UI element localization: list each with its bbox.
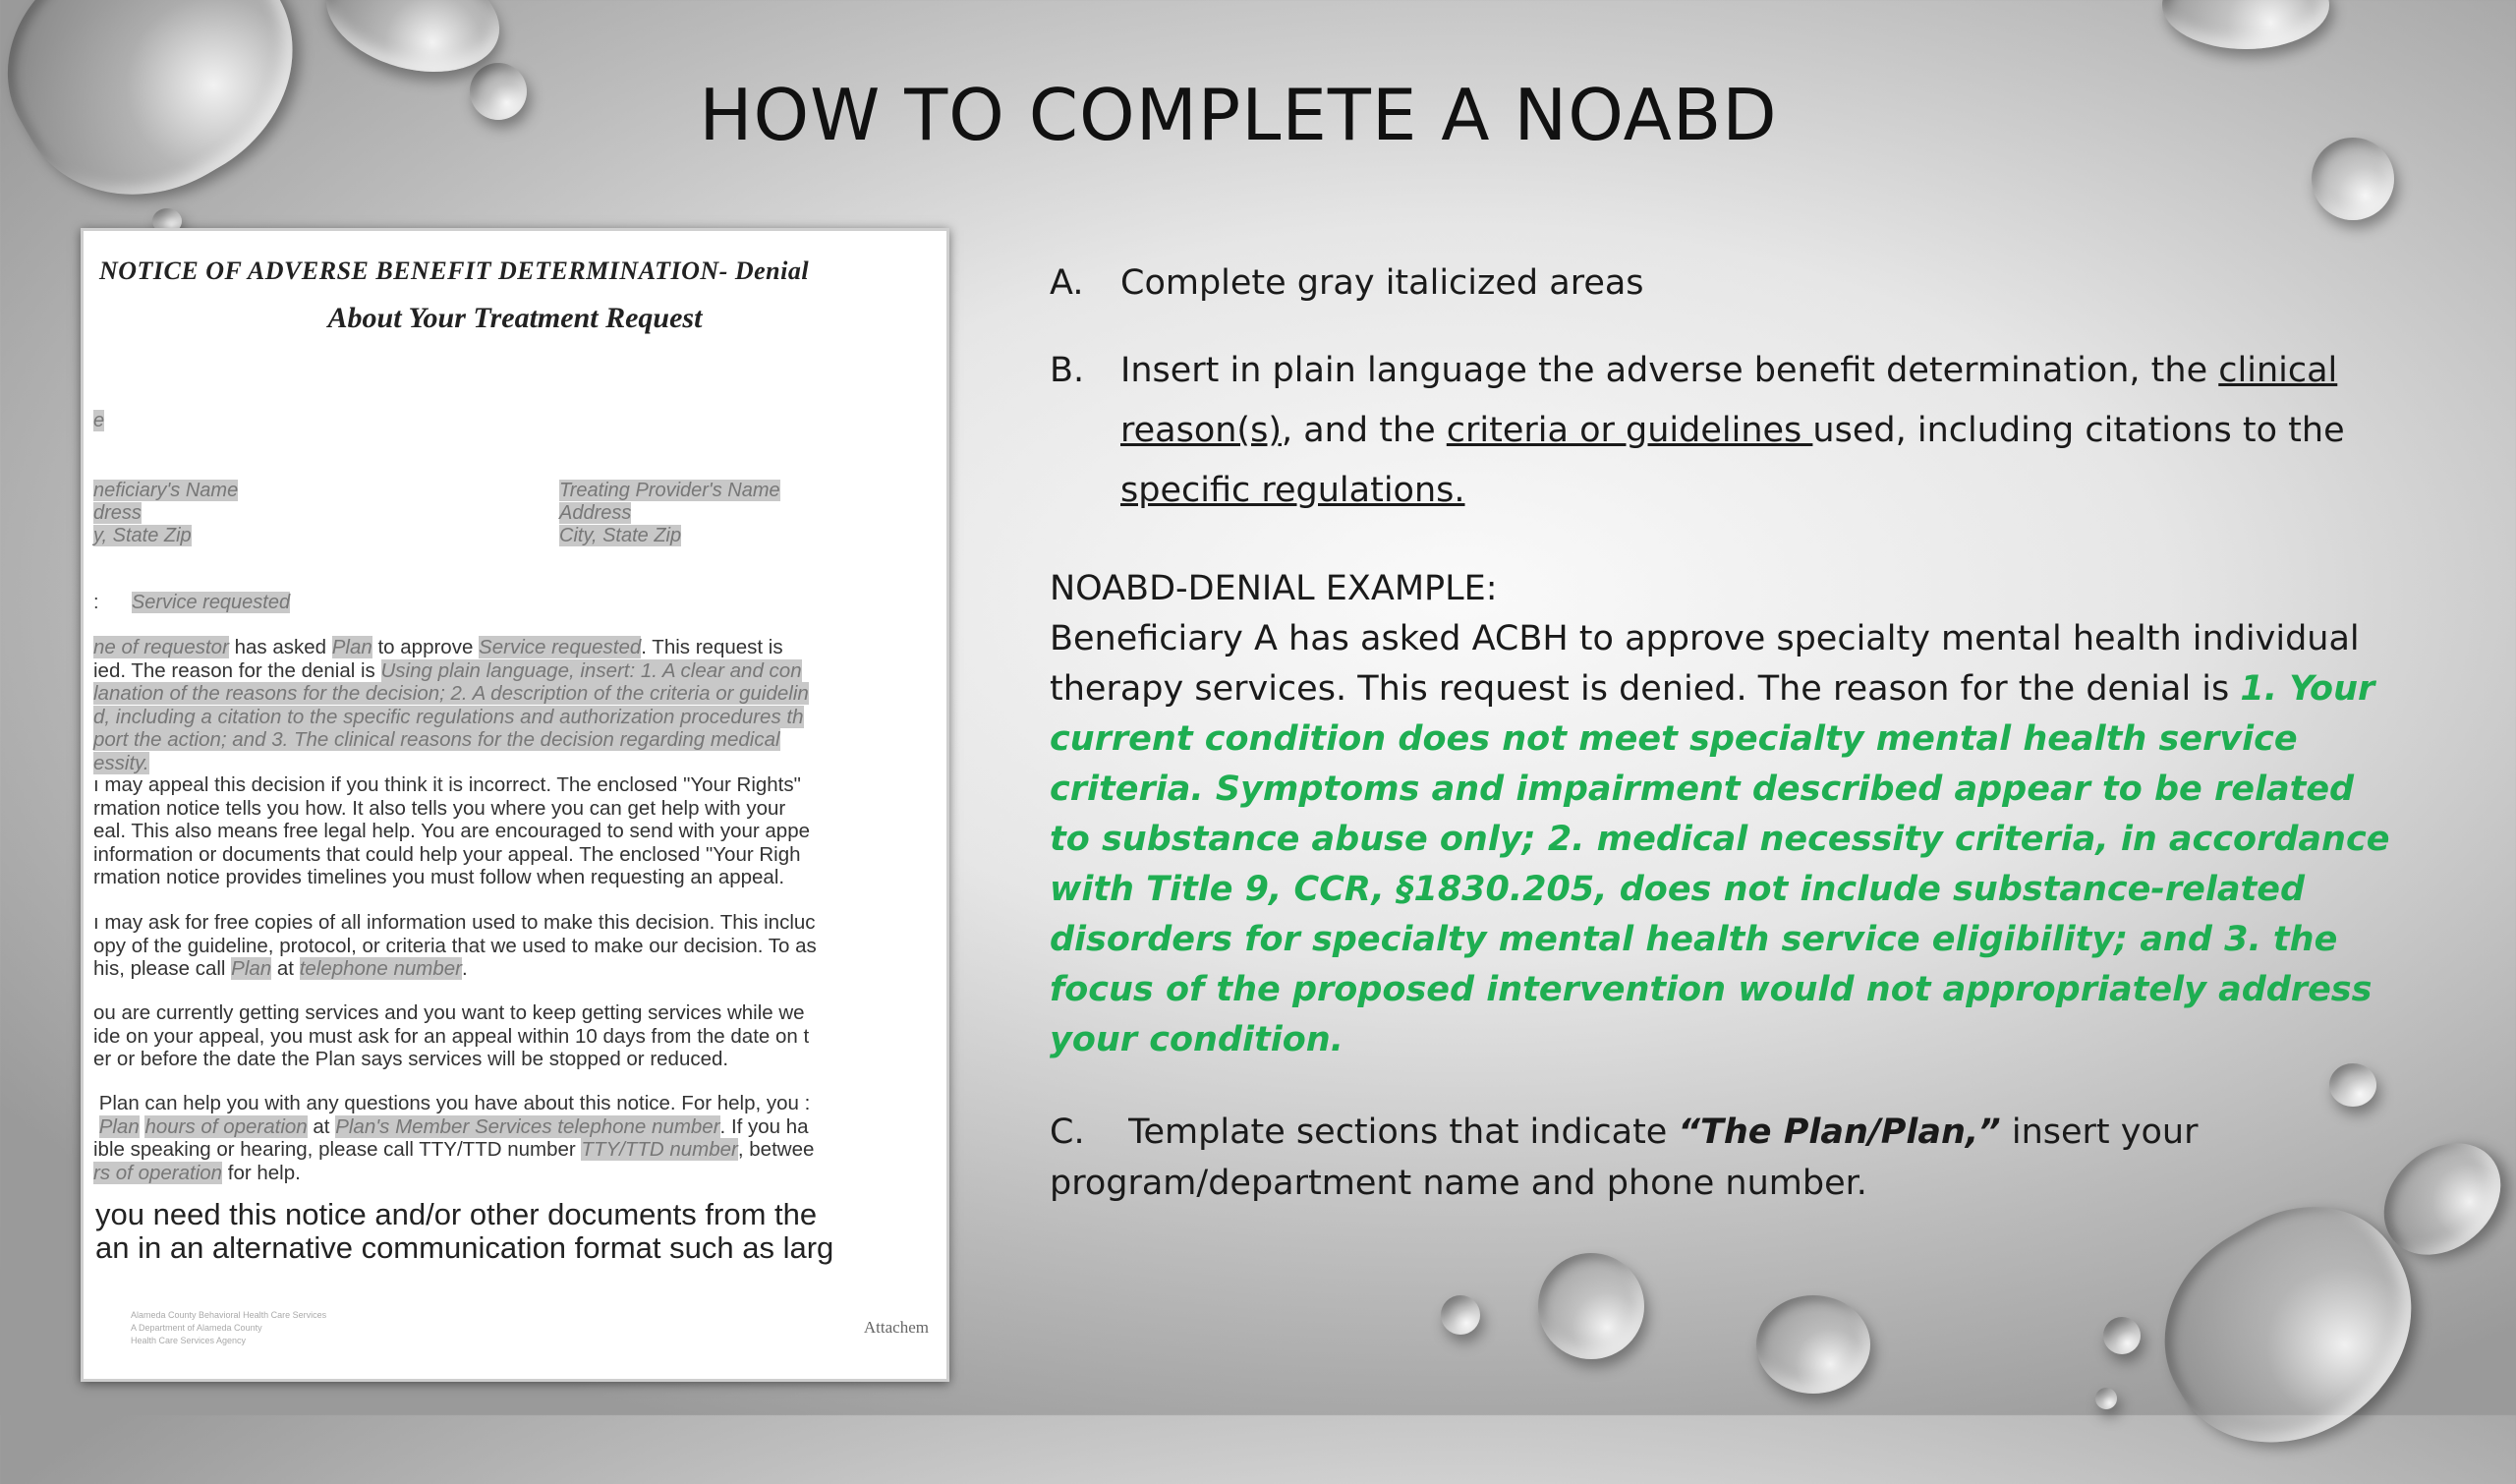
criteria-guidelines-underlined: criteria or guidelines	[1446, 411, 1813, 450]
provider-address-field: Address	[559, 502, 632, 524]
item-a-text: Complete gray italicized areas	[1120, 263, 1644, 303]
doc-stub: e	[93, 410, 105, 431]
item-c: C. Template sections that indicate “The Plan/Plan,” insert your program/department name and phone number.	[1050, 1113, 2199, 1203]
water-drop-decoration	[1538, 1253, 1644, 1359]
notice-document-image	[81, 228, 949, 1382]
item-b: B. Insert in plain language the adverse benefit determination, the clinical reason(s), and the criteria or guidelines used, including citations to the specific regulations.	[1050, 341, 2406, 521]
example-body: Beneficiary A has asked ACBH to approve specialty mental health individual therapy services. This request is denied. The reason for the denial is 1. Your current condition does not meet specialty mental health service criteria. Symptoms and impairment described appear to be related to substance abuse only; 2. medical necessity criteria, in accordance with Title 9, CCR, §1830.205, does not include substance-related disorders for specialty mental health service eligibility; and 3. the focus of the proposed intervention would not appropriately address your condition.	[1050, 619, 2390, 1059]
doc-paragraph-appeal: ı may appeal this decision if you think it is incorrect. The enclosed "Your Rights" rmation notice tells you how. It also tells you where you can get help with your eal. This also means free legal help. You are encouraged to send with your appe information or documents that could help your appeal. The enclosed "Your Righ rmation notice provides timelines you must follow when requesting an appeal.	[93, 773, 811, 888]
water-drop-decoration	[1441, 1295, 1480, 1335]
document-heading: NOTICE OF ADVERSE BENEFIT DETERMINATION- Denial	[99, 257, 810, 285]
water-drop-decoration	[2103, 1317, 2141, 1354]
item-c-marker: C.	[1050, 1113, 1085, 1152]
the-plan-bold: “The Plan/Plan,”	[1678, 1113, 2001, 1152]
doc-footer-agency: Alameda County Behavioral Health Care Services A Department of Alameda County Health Care Services Agency	[131, 1310, 327, 1345]
doc-paragraph-copies: ı may ask for free copies of all information used to make this decision. This incluc opy of the guideline, protocol, or criteria that we used to make our decision. To as his, please call Plan at telephone number.	[93, 911, 817, 980]
item-b-marker: B.	[1050, 351, 1085, 390]
beneficiary-address-field: dress	[93, 502, 142, 524]
example-denial-reason: 1. Your current condition does not meet specialty mental health service criteria. Symptoms and impairment described appear to be related to substance abuse only; 2. medical necessity criteria, in accordance with Title 9, CCR, §1830.205, does not include substance-related disorders for specialty mental health service eligibility; and 3. the focus of the proposed intervention would not appropriately address your condition.	[1050, 669, 2390, 1059]
instructions-panel	[1050, 254, 2406, 1209]
doc-paragraph-continue-services: ou are currently getting services and you want to keep getting services while we ide on your appeal, you must ask for an appeal within 10 days from the date on t er or before the date the Plan says services will be stopped or reduced.	[93, 1001, 810, 1070]
provider-name-field: Treating Provider's Name	[559, 480, 780, 501]
item-a	[1050, 254, 2406, 314]
doc-paragraph-alt-format: you need this notice and/or other documents from the an in an alternative communication format such as larg	[95, 1197, 834, 1265]
water-drop-decoration	[1756, 1295, 1870, 1394]
provider-city-field: City, State Zip	[559, 525, 682, 546]
example-heading: NOABD-DENIAL EXAMPLE:	[1050, 569, 1498, 608]
beneficiary-name-field: neficiary's Name	[93, 480, 239, 501]
document-subheading: About Your Treatment Request	[327, 302, 703, 334]
water-drop-decoration	[2095, 1388, 2117, 1409]
denial-example	[1050, 564, 2406, 1065]
clinical-reasons-underlined: clinical reason(s)	[1120, 351, 2338, 450]
slide-title: HOW TO COMPLETE A NOABD	[699, 74, 1778, 156]
re-service-line: : Service requested	[93, 592, 291, 613]
specific-regulations-underlined: specific regulations.	[1120, 471, 1465, 510]
beneficiary-city-field: y, State Zip	[93, 525, 192, 546]
item-a-marker: A.	[1050, 263, 1084, 303]
water-drop-decoration	[2162, 0, 2329, 49]
doc-paragraph-help: Plan can help you with any questions you have about this notice. For help, you : Plan hours of operation at Plan's Member Services telephone number. If you ha ible speaking or hearing, please call TTY/TTD number TTY/TTD number, betwee rs of operation for help.	[93, 1092, 815, 1184]
doc-footer-attachment: Attachem	[863, 1318, 929, 1337]
doc-paragraph-denial: ne of requestor has asked Plan to approve Service requested. This request is ied. The reason for the denial is Using plain language, insert: 1. A clear and con lanation of the reasons for the decision; 2. A description of the criteria or guidelin d, including a citation to the specific regulations and authorization procedures th port the action; and 3. The clinical reasons for the decision regarding medical essity.	[93, 636, 809, 774]
